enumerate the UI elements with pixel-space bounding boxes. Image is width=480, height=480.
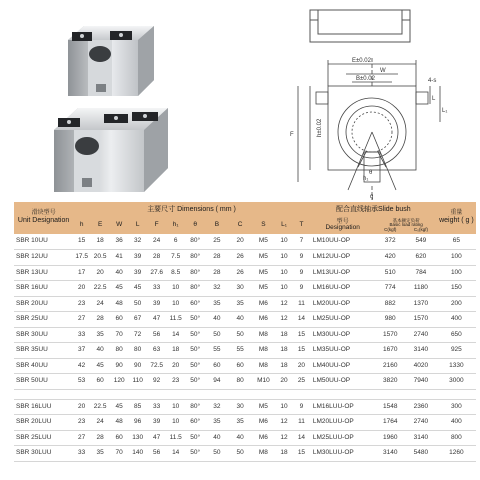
table-cell: 3000 [437,374,476,390]
col-header: B [205,217,228,234]
table-cell: 11 [293,415,310,431]
header-load-c0: C₀(kgf) [413,226,428,232]
table-cell: M8 [252,358,275,374]
table-cell: 45 [110,399,128,415]
table-cell: 48 [110,296,128,312]
table-cell: 14 [166,446,185,462]
table-cell: 55 [205,343,228,359]
table-cell: 5480 [405,446,437,462]
col-header: F [147,217,166,234]
table-cell: 15 [293,343,310,359]
table-cell: 300 [437,399,476,415]
table-cell: 25 [293,374,310,390]
table-cell: 24 [147,234,166,250]
table-cell: 32 [205,281,228,297]
table-cell: 56 [147,327,166,343]
table-cell: 17.5 [73,250,90,266]
table-cell: 80° [185,265,205,281]
table-cell: 23 [73,415,90,431]
table-cell: 1570 [405,312,437,328]
table-cell: M6 [252,312,275,328]
cell-bush: LM25UU-OP [310,312,376,328]
table-cell: 130 [128,430,147,446]
table-cell: 40 [205,430,228,446]
table-cell: 50 [128,296,147,312]
cell-model: SBR 10UU [14,234,73,250]
table-cell: 4020 [405,358,437,374]
table-spacer [14,389,476,399]
table-cell: 18 [90,234,110,250]
table-cell: 774 [375,281,405,297]
table-cell: 11 [293,296,310,312]
table-cell: 67 [128,312,147,328]
table-cell: 18 [275,446,293,462]
table-cell: 40 [205,312,228,328]
table-cell: M10 [252,374,275,390]
table-cell: 47 [147,312,166,328]
dim-w-label: W [380,68,386,74]
table-cell: 94 [205,374,228,390]
table-cell: 882 [375,296,405,312]
table-cell: 45 [128,281,147,297]
table-cell: 32 [128,234,147,250]
table-cell: 39 [128,265,147,281]
table-row [14,374,476,390]
table-cell: 2360 [405,399,437,415]
header-load-en: Basic load rating [389,222,423,228]
dim-h-label: h±0.02 [317,118,323,137]
table-cell: 15 [73,234,90,250]
table-cell: 9 [293,399,310,415]
table-cell: 28 [205,265,228,281]
spec-table [14,202,476,462]
col-header: h₁ [166,217,185,234]
table-cell: 17 [73,265,90,281]
table-cell: 14 [293,430,310,446]
table-cell: 35 [205,415,228,431]
table-cell: 50 [205,327,228,343]
table-cell: 400 [437,312,476,328]
table-cell: 50 [229,446,252,462]
cell-bush: LM40UU-OP [310,358,376,374]
table-cell: 25 [205,234,228,250]
table-cell: 12 [275,415,293,431]
table-cell: 510 [375,265,405,281]
table-cell: 150 [437,281,476,297]
table-cell: 80° [185,281,205,297]
table-cell: 60 [90,374,110,390]
table-cell: 60 [110,312,128,328]
col-header: θ [185,217,205,234]
table-cell: 47 [147,430,166,446]
table-cell: 9 [293,281,310,297]
table-cell: 28 [147,250,166,266]
table-cell: 400 [437,415,476,431]
table-cell: 12 [275,312,293,328]
table-cell: 1330 [437,358,476,374]
table-cell: 9 [293,265,310,281]
col-header: C [229,217,252,234]
table-cell: 70 [110,446,128,462]
col-header: T [293,217,310,234]
table-cell: 50 [205,446,228,462]
header-bush-en: Designation [325,224,360,232]
table-cell: 11.5 [166,312,185,328]
header-load-c: C(kgf) [384,226,397,232]
table-cell: 800 [437,430,476,446]
table-cell: 40 [90,343,110,359]
dim-f-label: F [290,132,294,138]
table-cell: 10 [166,296,185,312]
cell-model: SBR 25LUU [14,430,73,446]
cell-bush: LM16LUU-OP [310,399,376,415]
table-cell: 200 [437,296,476,312]
table-row [14,399,476,415]
table-cell: 10 [166,281,185,297]
cell-model: SBR 25UU [14,312,73,328]
table-cell: 60° [185,415,205,431]
cell-model: SBR 16LUU [14,399,73,415]
table-cell: 50° [185,374,205,390]
table-cell: 110 [128,374,147,390]
cell-bush: LM30LUU-OP [310,446,376,462]
table-cell: 50° [185,312,205,328]
table-cell: 20.5 [90,250,110,266]
header-bush-designation [310,217,376,234]
table-cell: 80 [128,343,147,359]
table-cell: 18 [275,327,293,343]
table-cell: 32 [205,399,228,415]
table-cell: M5 [252,250,275,266]
table-cell: 35 [229,296,252,312]
table-cell: 39 [128,250,147,266]
table-cell: 549 [405,234,437,250]
table-cell: 35 [90,446,110,462]
table-cell: 28 [90,430,110,446]
table-cell: 50° [185,358,205,374]
table-cell: 6 [166,234,185,250]
table-cell: 1670 [375,343,405,359]
table-cell: 10 [275,399,293,415]
table-cell: 39 [147,296,166,312]
table-cell: 40 [229,312,252,328]
cell-bush: LM20LUU-OP [310,415,376,431]
header-model [14,202,73,234]
table-row [14,415,476,431]
table-cell: 2160 [375,358,405,374]
table-cell: 39 [147,415,166,431]
table-cell: 37 [73,343,90,359]
table-cell: 9 [293,250,310,266]
cell-model: SBR 30UU [14,327,73,343]
table-cell: 22.5 [90,281,110,297]
col-header: S [252,217,275,234]
table-cell: 90 [110,358,128,374]
table-cell: 7 [293,234,310,250]
table-row [14,281,476,297]
cell-bush: LM50UU-OP [310,374,376,390]
table-cell: 12 [275,296,293,312]
header-weight [437,202,476,234]
table-cell: 33 [73,446,90,462]
table-cell: 1548 [375,399,405,415]
table-row [14,343,476,359]
table-cell: 80° [185,399,205,415]
table-cell: 24 [90,296,110,312]
table-cell: 120 [110,374,128,390]
table-cell: 372 [375,234,405,250]
cell-bush: LM20UU-OP [310,296,376,312]
table-cell: 1764 [375,415,405,431]
table-cell: M5 [252,265,275,281]
table-cell: 12 [275,430,293,446]
table-cell: 2740 [405,327,437,343]
table-cell: 55 [229,343,252,359]
table-row [14,446,476,462]
cell-model: SBR 30LUU [14,446,73,462]
cell-bush: LM35UU-OP [310,343,376,359]
dim-theta-label: θ [369,170,373,176]
dim-l-label: L [432,96,436,102]
table-cell: 60 [205,358,228,374]
header-weight-en: weight ( g ) [439,217,474,225]
top-view-drawing [300,4,420,48]
table-cell: 1180 [405,281,437,297]
product-photo-long [44,100,172,198]
cell-bush: LM30UU-OP [310,327,376,343]
cell-bush: LM16UU-OP [310,281,376,297]
table-cell: 14 [166,327,185,343]
table-cell: M6 [252,415,275,431]
table-cell: 10 [275,265,293,281]
header-dimensions: 主要尺寸 Dimensions ( mm ) [73,202,310,217]
table-cell: 70 [110,327,128,343]
table-cell: 1260 [437,446,476,462]
table-cell: 33 [147,281,166,297]
table-cell: 420 [375,250,405,266]
table-cell: 980 [375,312,405,328]
table-cell: 60° [185,296,205,312]
table-cell: 30 [229,281,252,297]
product-photo-standard [56,14,162,102]
table-body-long [14,399,476,461]
table-cell: 60 [110,430,128,446]
header-model-en: Unit Designation [17,217,70,225]
table-cell: 96 [128,415,147,431]
dim-4s-label: 4-s [428,78,437,84]
table-cell: M5 [252,234,275,250]
table-row [14,312,476,328]
header-slide-bush: 配合直线轴承Slide bush [310,202,437,217]
table-cell: M6 [252,430,275,446]
cell-model: SBR 20LUU [14,415,73,431]
cell-bush: LM13UU-OP [310,265,376,281]
table-cell: 42 [73,358,90,374]
table-cell: 15 [293,446,310,462]
table-cell: 30 [229,399,252,415]
table-cell: 20 [293,358,310,374]
table-row [14,265,476,281]
table-cell: 11.5 [166,430,185,446]
cell-model: SBR 35UU [14,343,73,359]
table-cell: 10 [275,281,293,297]
table-cell: 50° [185,446,205,462]
dim-b-label: B±0.02 [356,76,375,82]
table-body-standard [14,234,476,389]
table-cell: 36 [110,234,128,250]
table-cell: 14 [293,312,310,328]
table-cell: 18 [275,343,293,359]
cell-bush: LM10UU-OP [310,234,376,250]
table-cell: 90 [128,358,147,374]
table-cell: 27 [73,312,90,328]
table-cell: M8 [252,327,275,343]
table-cell: 7940 [405,374,437,390]
table-cell: 72 [128,327,147,343]
table-cell: 40 [229,430,252,446]
col-header: h [73,217,90,234]
dim-h1-label: h₁ [363,176,369,182]
table-cell: M6 [252,296,275,312]
cell-bush: LM25LUU-OP [310,430,376,446]
table-cell: 20 [275,374,293,390]
table-cell: 10 [166,399,185,415]
table-cell: 20 [73,399,90,415]
table-cell: 27 [73,430,90,446]
table-cell: 56 [147,446,166,462]
table-cell: 23 [73,296,90,312]
table-cell: 35 [90,327,110,343]
cell-model: SBR 50UU [14,374,73,390]
table-cell: 85 [128,399,147,415]
table-cell: 22.5 [90,399,110,415]
table-cell: 24 [90,415,110,431]
table-cell: 80 [110,343,128,359]
table-cell: 41 [110,250,128,266]
table-cell: 60 [229,358,252,374]
table-cell: 3140 [405,430,437,446]
table-cell: M8 [252,343,275,359]
cell-model: SBR 16UU [14,281,73,297]
table-cell: 26 [229,250,252,266]
table-cell: 1370 [405,296,437,312]
table-cell: 50° [185,343,205,359]
table-cell: 10 [275,250,293,266]
table-cell: 53 [73,374,90,390]
table-cell: 650 [437,327,476,343]
table-cell: 1960 [375,430,405,446]
table-cell: 27.6 [147,265,166,281]
table-cell: M8 [252,446,275,462]
table-row [14,358,476,374]
table-cell: 925 [437,343,476,359]
table-cell: 33 [147,399,166,415]
table-cell: 50 [229,327,252,343]
header-load-rating [375,217,436,234]
table-cell: 45 [90,358,110,374]
col-header: E [90,217,110,234]
table-row [14,430,476,446]
table-cell: 3140 [405,343,437,359]
table-cell: M5 [252,399,275,415]
table-cell: 8.5 [166,265,185,281]
col-header: L [128,217,147,234]
table-cell: 100 [437,265,476,281]
col-header: L₁ [275,217,293,234]
table-cell: 48 [110,415,128,431]
table-cell: 7.5 [166,250,185,266]
dim-e-label: E±0.02 [352,58,371,64]
table-cell: 3140 [375,446,405,462]
table-cell: 140 [128,446,147,462]
dim-l1-label: L₁ [442,108,448,114]
table-row [14,327,476,343]
table-cell: 80 [229,374,252,390]
header-load-cn: 基本额定负荷 [392,217,420,223]
table-cell: 80° [185,250,205,266]
table-cell: 40 [110,265,128,281]
cell-model: SBR 40UU [14,358,73,374]
table-cell: 63 [147,343,166,359]
cell-model: SBR 20UU [14,296,73,312]
cell-model: SBR 13UU [14,265,73,281]
table-cell: 20 [229,234,252,250]
table-cell: 2740 [405,415,437,431]
table-cell: 18 [166,343,185,359]
table-cell: 1570 [375,327,405,343]
table-cell: 80° [185,234,205,250]
table-cell: 3820 [375,374,405,390]
header-model-cn: 滑块型号 [31,210,56,217]
table-cell: 28 [205,250,228,266]
dim-q-label: q [370,194,374,200]
table-cell: 10 [166,415,185,431]
table-cell: 28 [90,312,110,328]
table-row [14,296,476,312]
header-weight-cn: 重量 [450,210,463,217]
table-row [14,250,476,266]
table-cell: 784 [405,265,437,281]
table-cell: M5 [252,281,275,297]
table-cell: 33 [73,327,90,343]
table-cell: 65 [437,234,476,250]
table-row [14,234,476,250]
header-bush-cn: 型号 [336,219,349,226]
cell-bush: LM12UU-OP [310,250,376,266]
table-cell: 18 [275,358,293,374]
table-cell: 45 [110,281,128,297]
table-cell: 92 [147,374,166,390]
table-cell: 50° [185,430,205,446]
table-cell: 26 [229,265,252,281]
table-cell: 35 [229,415,252,431]
table-cell: 20 [73,281,90,297]
table-cell: 100 [437,250,476,266]
table-cell: 20 [90,265,110,281]
table-cell: 23 [166,374,185,390]
col-header: W [110,217,128,234]
table-cell: 20 [166,358,185,374]
table-cell: 72.5 [147,358,166,374]
table-cell: 15 [293,327,310,343]
front-view-drawing [270,52,450,202]
table-cell: 35 [205,296,228,312]
table-cell: 10 [275,234,293,250]
table-cell: 620 [405,250,437,266]
cell-model: SBR 12UU [14,250,73,266]
table-cell: 50° [185,327,205,343]
